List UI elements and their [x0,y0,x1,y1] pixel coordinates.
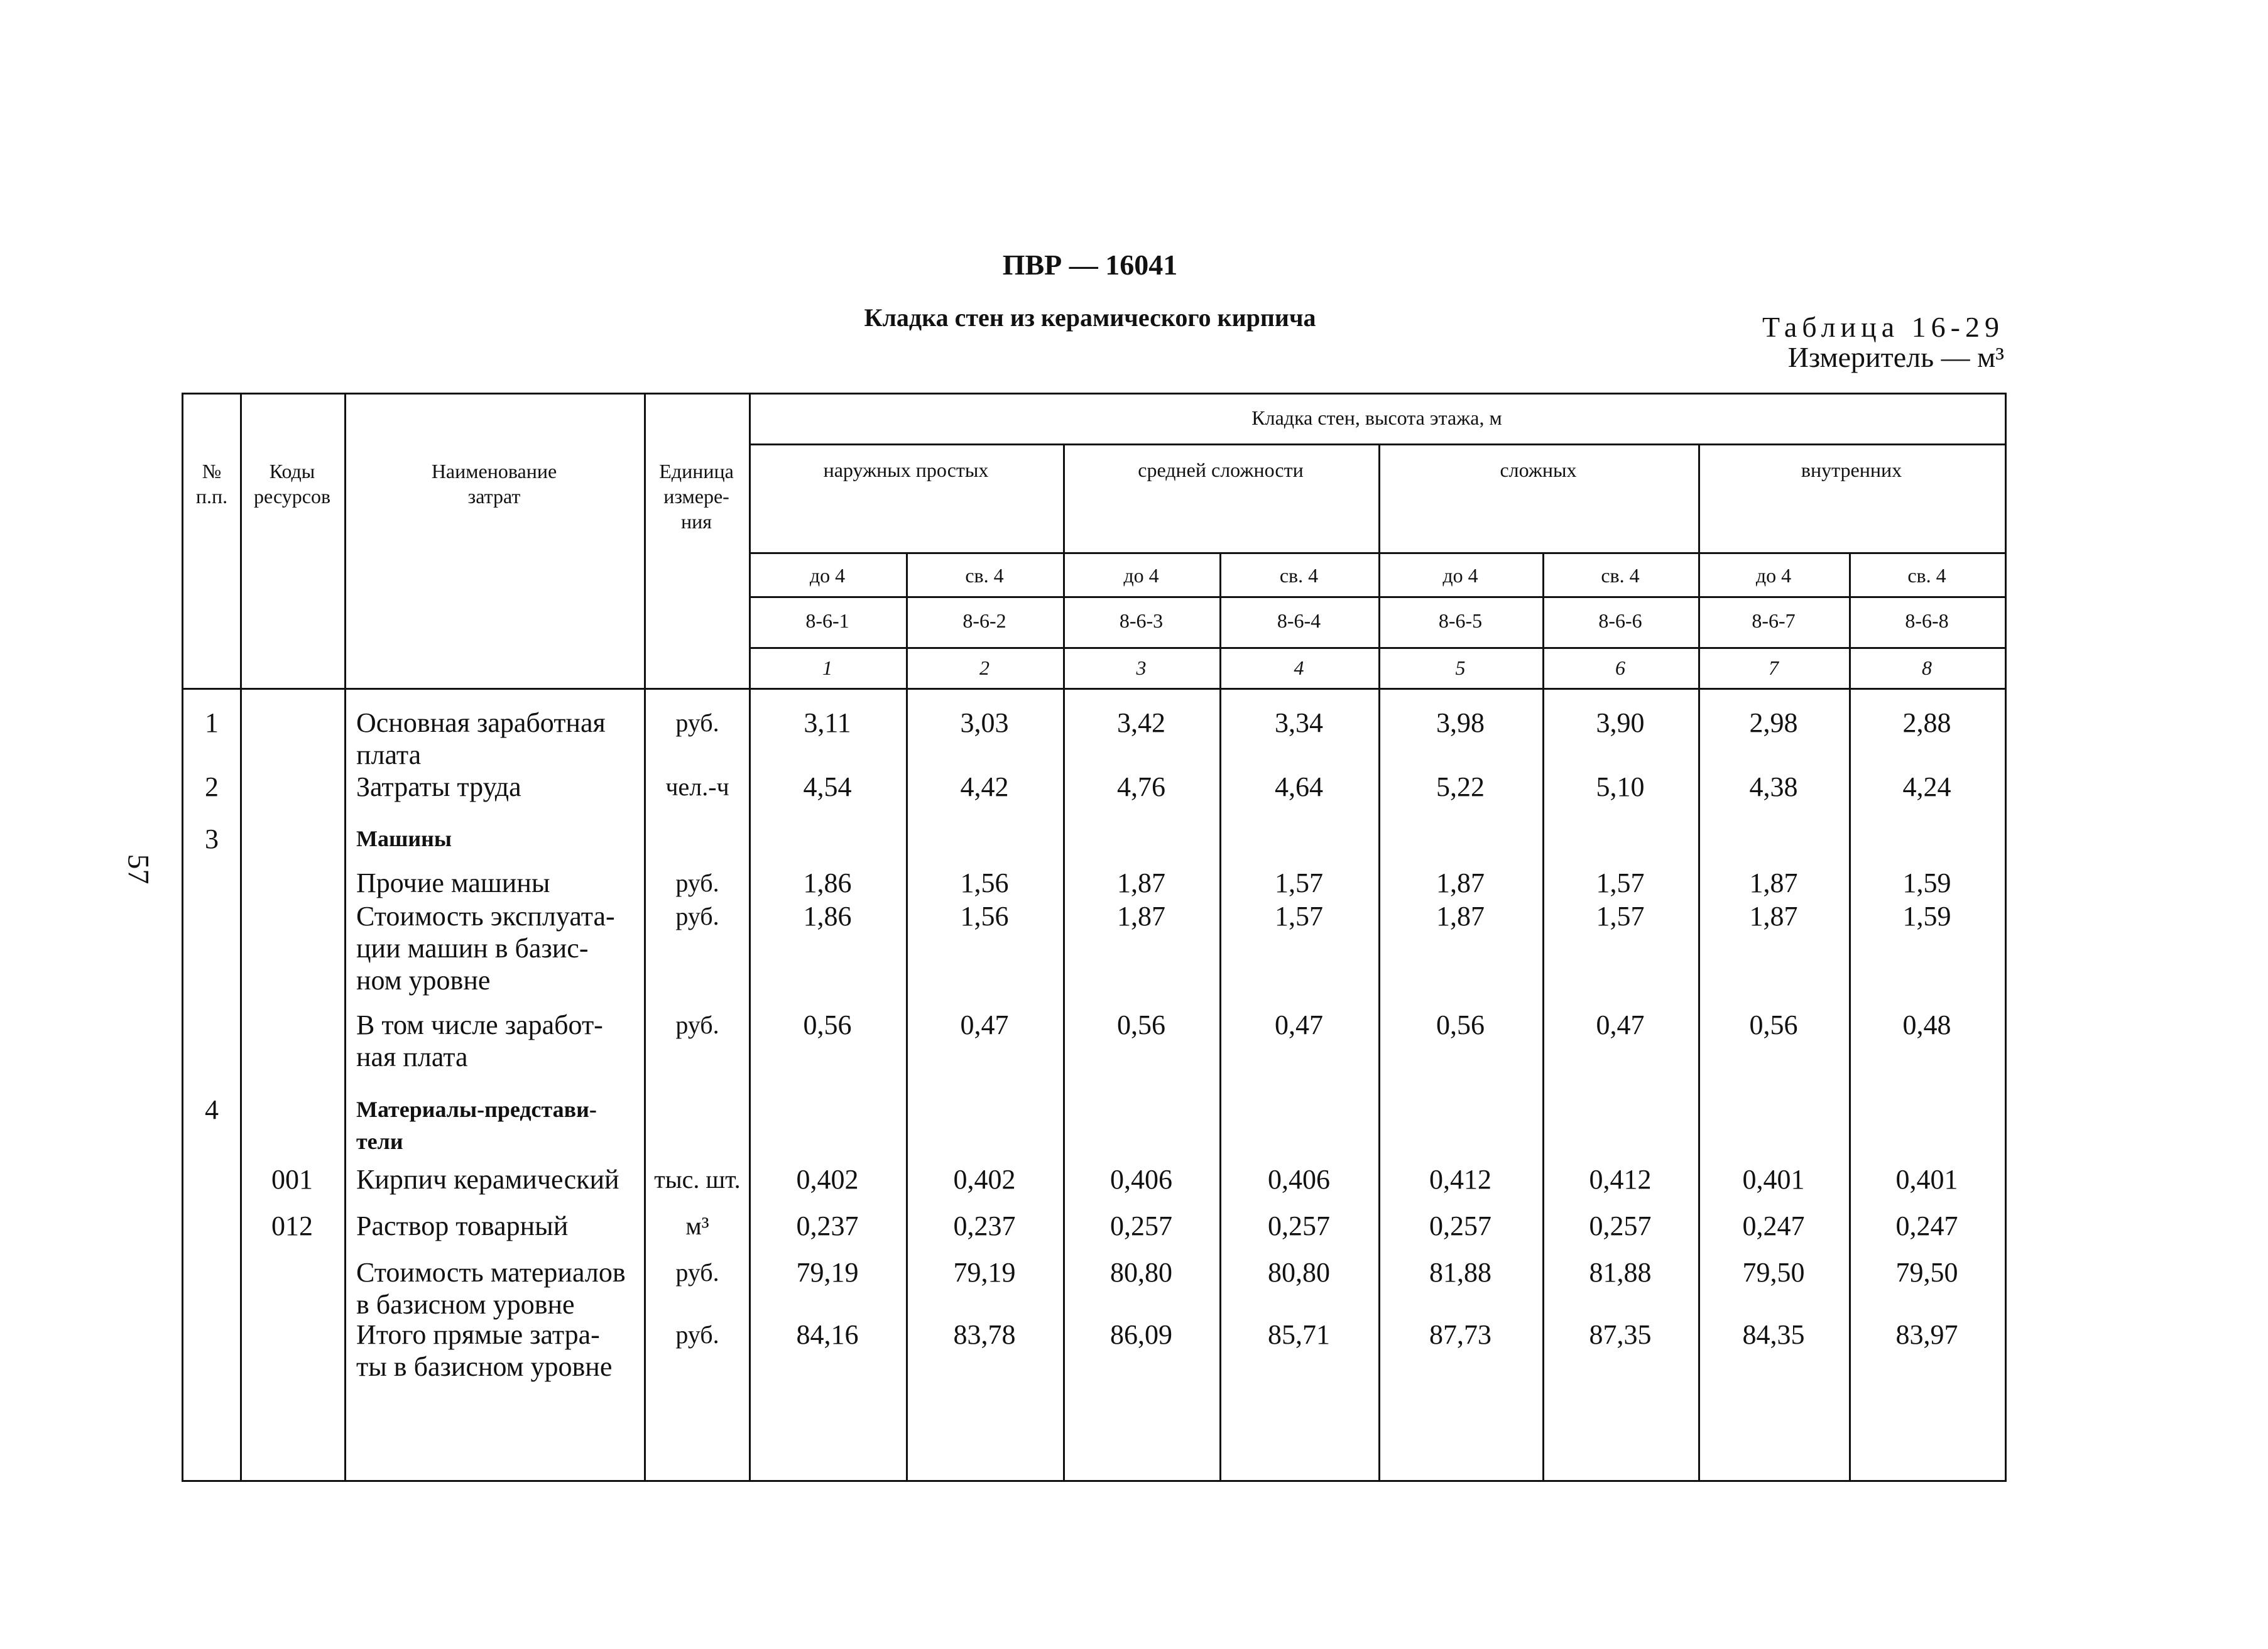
table-cell-value: 81,88 [1589,1257,1652,1288]
table-border [182,393,2007,395]
table-cell-value: 4,24 [1902,771,1951,802]
table-cell-value: 87,35 [1589,1319,1652,1350]
cost-name: Кирпич керамический [356,1164,619,1195]
table-cell-value: 0,412 [1429,1164,1491,1195]
table-cell-value: 3,11 [804,707,851,738]
table-cell-value: 0,247 [1895,1211,1958,1241]
document-code: ПВР — 16041 [1002,249,1178,281]
table-border [749,393,751,1480]
table-cell-value: 81,88 [1429,1257,1491,1288]
cost-name: Стоимость эксплуата- ции машин в базис- ном уровне [356,901,615,996]
row-number: 4 [205,1094,219,1125]
cost-name: Раствор товарный [356,1211,569,1241]
unit: руб. [675,1258,719,1287]
table-cell-value: 80,80 [1268,1257,1330,1288]
header-col-number: 3 [1136,656,1147,679]
table-cell-value: 1,87 [1749,868,1798,898]
page-number: 57 [121,854,155,884]
table-cell-value: 1,87 [1117,868,1165,898]
table-cell-value: 1,56 [960,901,1009,932]
resource-code: 001 [271,1164,313,1195]
header-col-number: 7 [1769,656,1779,679]
table-cell-value: 1,57 [1275,868,1323,898]
header-code: 8-6-6 [1598,609,1642,632]
header-name: Наименование затрат [431,460,557,508]
table-cell-value: 0,237 [953,1211,1016,1241]
header-unit: Единица измере- ния [659,460,734,533]
header-height: св. 4 [1907,564,1946,587]
table-border [182,1480,2007,1482]
table-cell-value: 0,401 [1742,1164,1805,1195]
table-cell-value: 1,59 [1902,868,1951,898]
measure-unit: Измеритель — м³ [1787,341,2004,373]
table-cell-value: 84,35 [1742,1319,1805,1350]
table-cell-value: 0,402 [796,1164,859,1195]
table-cell-value: 0,406 [1268,1164,1330,1195]
table-border [644,393,646,1480]
table-cell-value: 0,257 [1589,1211,1652,1241]
header-group: средней сложности [1138,459,1304,481]
header-code: 8-6-3 [1119,609,1164,632]
cost-name: Основная заработная плата [356,707,606,770]
table-cell-value: 0,257 [1268,1211,1330,1241]
table-cell-value: 1,57 [1596,868,1645,898]
header-code: 8-6-5 [1438,609,1483,632]
unit: м³ [685,1212,709,1240]
table-title: Кладка стен из керамического кирпича [864,303,1316,332]
table-cell-value: 0,257 [1110,1211,1172,1241]
table-cell-value: 0,237 [796,1211,859,1241]
header-col-number: 6 [1615,656,1625,679]
unit: руб. [675,869,719,897]
table-border [2005,393,2007,1480]
row-number: 3 [205,824,219,854]
table-cell-value: 1,86 [803,868,852,898]
table-border [749,552,2007,554]
table-cell-value: 79,50 [1742,1257,1805,1288]
table-cell-value: 79,50 [1895,1257,1958,1288]
table-cell-value: 0,402 [953,1164,1016,1195]
header-no: № п.п. [195,460,228,508]
unit: руб. [675,709,719,737]
table-cell-value: 0,47 [1596,1010,1645,1040]
table-cell-value: 79,19 [796,1257,859,1288]
table-cell-value: 1,86 [803,901,852,932]
header-height: св. 4 [965,564,1004,587]
table-cell-value: 0,56 [1117,1010,1165,1040]
table-cell-value: 0,257 [1429,1211,1491,1241]
resource-code: 012 [271,1211,313,1241]
table-cell-value: 2,98 [1749,707,1798,738]
cost-name: Материалы-представи- тели [356,1097,597,1154]
table-border [182,393,183,1480]
unit: руб. [675,1011,719,1039]
table-cell-value: 84,16 [796,1319,859,1350]
table-border [240,393,242,1480]
header-super: Кладка стен, высота этажа, м [1251,406,1502,429]
table-border [749,596,2007,598]
table-number: Таблица 16-29 [1762,311,2004,343]
table-cell-value: 0,48 [1902,1010,1951,1040]
header-group: сложных [1500,459,1577,481]
table-cell-value: 0,47 [1275,1010,1323,1040]
table-cell-value: 4,76 [1117,771,1165,802]
table-cell-value: 80,80 [1110,1257,1172,1288]
table-cell-value: 5,22 [1436,771,1485,802]
header-height: до 4 [1123,564,1159,587]
header-col-number: 5 [1455,656,1466,679]
table-border [749,444,2007,445]
unit: руб. [675,1320,719,1349]
table-cell-value: 1,87 [1436,901,1485,932]
unit: руб. [675,902,719,930]
table-cell-value: 86,09 [1110,1319,1172,1350]
table-cell-value: 1,59 [1902,901,1951,932]
unit: чел.-ч [665,773,729,801]
table-cell-value: 1,87 [1117,901,1165,932]
cost-name: Машины [356,826,452,851]
table-cell-value: 1,87 [1749,901,1798,932]
row-number: 1 [205,707,219,738]
table-cell-value: 0,412 [1589,1164,1652,1195]
row-number: 2 [205,771,219,802]
cost-name: Прочие машины [356,868,550,898]
header-height: до 4 [809,564,846,587]
table-cell-value: 3,90 [1596,707,1645,738]
table-cell-value: 0,47 [960,1010,1009,1040]
table-cell-value: 4,64 [1275,771,1323,802]
table-cell-value: 85,71 [1268,1319,1330,1350]
table-cell-value: 1,57 [1596,901,1645,932]
cost-name: Стоимость материалов в базисном уровне [356,1257,626,1320]
table-cell-value: 0,247 [1742,1211,1805,1241]
cost-name: В том числе заработ- ная плата [356,1010,603,1072]
table-cell-value: 4,42 [960,771,1009,802]
table-cell-value: 3,34 [1275,707,1323,738]
header-code: 8-6-1 [805,609,849,632]
table-cell-value: 0,56 [803,1010,852,1040]
header-height: до 4 [1442,564,1478,587]
table-cell-value: 4,38 [1749,771,1798,802]
table-cell-value: 0,56 [1749,1010,1798,1040]
table-cell-value: 1,87 [1436,868,1485,898]
header-height: св. 4 [1601,564,1640,587]
table-cell-value: 83,78 [953,1319,1016,1350]
table-cell-value: 83,97 [1895,1319,1958,1350]
header-height: св. 4 [1279,564,1319,587]
table-cell-value: 3,98 [1436,707,1485,738]
header-col-number: 8 [1922,656,1932,679]
table-cell-value: 0,56 [1436,1010,1485,1040]
table-cell-value: 79,19 [953,1257,1016,1288]
unit: тыс. шт. [654,1165,741,1194]
table-cell-value: 1,56 [960,868,1009,898]
header-codes: Коды ресурсов [253,460,331,508]
table-cell-value: 0,401 [1895,1164,1958,1195]
table-cell-value: 0,406 [1110,1164,1172,1195]
header-height: до 4 [1755,564,1792,587]
header-group: наружных простых [823,459,989,481]
header-group: внутренних [1801,459,1902,481]
table-cell-value: 3,42 [1117,707,1165,738]
cost-name: Итого прямые затра- ты в базисном уровне [356,1319,613,1382]
cost-name: Затраты труда [356,771,521,802]
header-code: 8-6-7 [1752,609,1796,632]
table-border [749,647,2007,649]
table-border [182,688,2007,690]
table-border [344,393,346,1480]
table-cell-value: 87,73 [1429,1319,1491,1350]
header-col-number: 1 [822,656,832,679]
header-code: 8-6-8 [1905,609,1949,632]
header-code: 8-6-2 [962,609,1006,632]
table-cell-value: 1,57 [1275,901,1323,932]
header-col-number: 4 [1294,656,1304,679]
header-code: 8-6-4 [1277,609,1321,632]
table-cell-value: 2,88 [1902,707,1951,738]
header-col-number: 2 [979,656,990,679]
table-cell-value: 3,03 [960,707,1009,738]
table-cell-value: 5,10 [1596,771,1645,802]
table-cell-value: 4,54 [803,771,852,802]
